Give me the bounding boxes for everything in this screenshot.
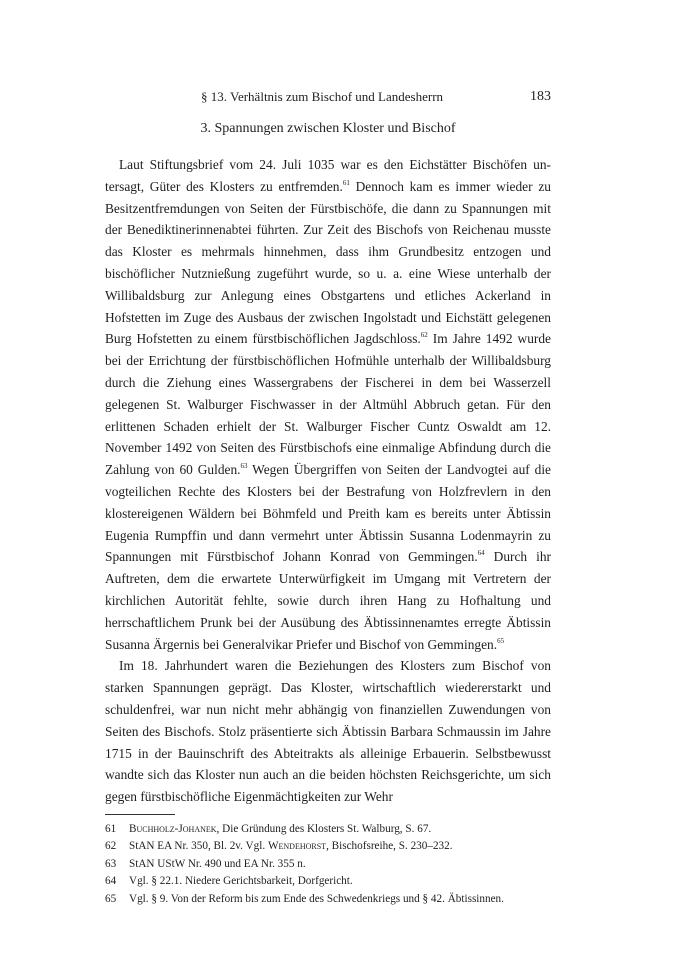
- footnote-text: StAN UStW Nr. 490 und EA Nr. 355 n.: [129, 857, 306, 870]
- footnote-number: 64: [105, 875, 117, 888]
- footnote: [105, 891, 551, 909]
- footnote-number: 62: [105, 840, 117, 853]
- footnote: [105, 821, 551, 839]
- footnote-divider: [105, 814, 175, 815]
- footnote-body: StAN EA Nr. 350, Bl. 2v. Vgl.: [129, 840, 268, 853]
- footnote-reference[interactable]: 62: [420, 331, 428, 340]
- footnote-reference[interactable]: 65: [497, 636, 505, 645]
- footnote-reference[interactable]: 63: [240, 462, 248, 471]
- text-run: Dennoch kam es immer wieder zu Besitzentfremdungen von Seiten der Fürstbischöfe, die dann zu Spannungen mit der Benediktinerinnenabtei führten. Zur Zeit des Bischofs von Reichenau musste das Kloster es mehrmals hinnehmen, dass ihm Grundbesitz entzogen und bischöflicher Nutznießung zugeführt wurde, so u. a. eine Wiese unterhalb der Willibaldsburg zur Anlegung eines Obstgartens und etliches Ackerland in Hofstetten im Zuge des Ausbaus der zwischen Ingolstadt und Eichstätt gelegenen Burg Hofstetten zu einem fürstbischöflichen Jagdschloss.: [105, 178, 551, 347]
- text-run: Laut Stiftungsbrief vom 24. Juli 1035 war es den Eichstätter Bischöfen untersagt, Güter des Klosters zu entfremden.: [105, 157, 551, 194]
- body-text: [105, 154, 551, 808]
- text-run: Im Jahre 1492 wurde bei der Errichtung der fürstbischöflichen Hofmühle unterhalb der Willibaldsburg durch die Ziehung eines Wassergrabens der Fischerei in dem bei Wasserzell gelegenen St. Walburger Fischwasser in der Altmühl Abbruch getan. Für den erlittenen Schaden erhielt der St. Walburger Fischer Cuntz Oswaldt am 12. November 1492 von Seiten des Fürstbischofs eine einmalige Abfindung durch die Zahlung von 60 Gulden.: [105, 331, 551, 478]
- text-run: Wegen Übergriffen von Seiten der Landvogtei auf die vogteilichen Rechte des Klosters bei der Bestrafung von Holzfrevlern in den klostereigenen Wäldern bei Böhmfeld und Preith kam es bereits unter Äbtissin Eugenia Rumpffin und dann vermehrt unter Äbtissin Susanna Lodenmayrin zu Spannungen mit Fürstbischof Johann Konrad von Gemmingen.: [105, 462, 551, 565]
- footnote-text: [129, 821, 431, 839]
- paragraph: Im 18. Jahrhundert waren die Beziehungen des Klosters zum Bischof von starken Spannungen geprägt. Das Kloster, wirtschaftlich wiedererstarkt und schuldenfrei, war nun nicht mehr abhängig von finanziellen Zuwendungen von Seiten des Bischofs. Stolz präsentierte sich Äbtissin Barbara Schmaussin im Jahre 1715 in der Bauinschrift des Abteitrakts als alleinige Erbauerin. Selbstbewusst wandte sich das Kloster nun auch an die beiden höchsten Reichsgerichte, um sich gegen fürstbischöfliche Eigenmächtigkeiten zur Wehr: [105, 658, 551, 805]
- footnote-text: [129, 838, 453, 856]
- footnote-text: Vgl. § 22.1. Niedere Gerichtsbarkeit, Dorfgericht.: [129, 875, 353, 888]
- footnote-reference[interactable]: 61: [342, 178, 350, 187]
- footnote-number: 65: [105, 892, 117, 905]
- footnote-text: Vgl. § 9. Von der Reform bis zum Ende des Schwedenkriegs und § 42. Äbtissinnen.: [129, 892, 504, 905]
- text-run: Durch ihr Auftreten, dem die erwartete Unterwürfigkeit im Umgang mit Vertretern der kirchlichen Autorität fehlte, sowie durch ihren Hang zu Hofhaltung und herrschaftlichem Prunk bei der Ausübung des Äbtissinnenamtes erregte Äbtissin Susanna Ärgernis bei Generalvikar Priefer und Bischof von Gemmingen.: [105, 549, 551, 652]
- footnote: [105, 838, 551, 856]
- section-heading: 3. Spannungen zwischen Kloster und Bischof: [200, 121, 456, 136]
- footnote: [105, 873, 551, 891]
- footnote-number: 63: [105, 857, 117, 870]
- footnote-number: 61: [105, 822, 117, 835]
- paragraph: [105, 154, 551, 655]
- running-head-title: § 13. Verhältnis zum Bischof und Landesherrn: [201, 89, 444, 104]
- footnote: [105, 856, 551, 874]
- footnote-body: , Die Gründung des Klosters St. Walburg, S. 67.: [216, 822, 432, 835]
- page-number: 183: [530, 89, 551, 104]
- footnote-author: Wendehorst: [267, 840, 327, 853]
- footnotes: [105, 821, 551, 909]
- footnote-reference[interactable]: 64: [477, 549, 485, 558]
- footnote-body: , Bischofsreihe, S. 230–232.: [326, 840, 453, 853]
- running-head: [105, 86, 551, 108]
- book-page: [105, 86, 551, 908]
- footnote-author: Buchholz-Johanek: [129, 822, 217, 835]
